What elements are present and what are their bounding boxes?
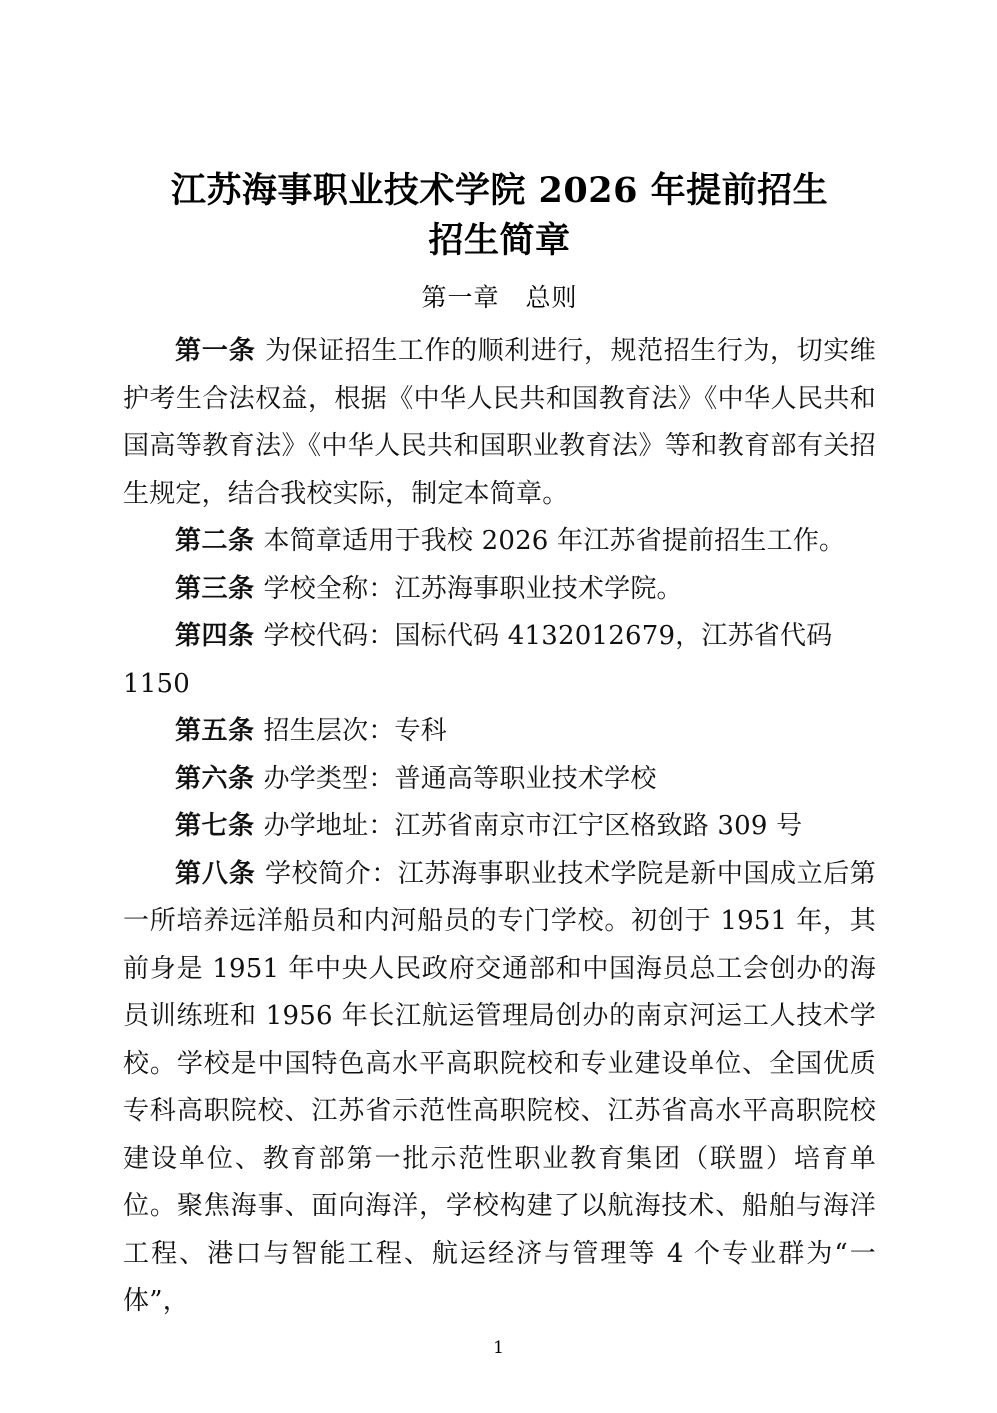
article-2-text: 本简章适用于我校 2026 年江苏省提前招生工作。 (263, 526, 846, 556)
article-2 (123, 518, 876, 566)
article-3-text: 学校全称：江苏海事职业技术学院。 (263, 573, 683, 604)
article-4-label: 第四条 (175, 621, 255, 651)
article-8 (123, 851, 876, 1326)
article-4-text: 学校代码：国标代码 4132012679，江苏省代码 1150 (123, 621, 833, 699)
article-6-text: 办学类型：普通高等职业技术学校 (263, 763, 657, 794)
article-1-text: 为保证招生工作的顺利进行，规范招生行为，切实维护考生合法权益，根据《中华人民共和国教育法》《中华人民共和国高等教育法》《中华人民共和国职业教育法》等和教育部有关招生规定，结合我校实际，制定本简章。 (123, 336, 876, 509)
article-8-text: 学校简介：江苏海事职业技术学院是新中国成立后第一所培养远洋船员和内河船员的专门学校。初创于 1951 年，其前身是 1951 年中央人民政府交通部和中国海员总工会创办的海员训练班和 1956 年长江航运管理局创办的南京河运工人技术学校。学校是中国特色高水平高职院校和专业建设单位、全国优质专科高职院校、江苏省示范性高职院校、江苏省高水平高职院校建设单位、教育部第一批示范性职业教育集团（联盟）培育单位。聚焦海事、面向海洋，学校构建了以航海技术、船舶与海洋工程、港口与智能工程、航运经济与管理等 4 个专业群为“一体”， (123, 858, 876, 1316)
article-5-text: 招生层次：专科 (263, 716, 447, 746)
articles-list (123, 328, 876, 1326)
article-6-label: 第六条 (175, 763, 255, 794)
chapter-heading (123, 266, 876, 318)
article-4 (123, 613, 876, 708)
article-8-label: 第八条 (175, 858, 256, 889)
article-5 (123, 708, 876, 756)
page-title (123, 0, 876, 266)
article-3 (123, 566, 876, 614)
article-5-label: 第五条 (175, 716, 255, 746)
article-7-text: 办学地址：江苏省南京市江宁区格致路 309 号 (263, 811, 803, 841)
page-content (123, 0, 876, 1326)
chapter-number: 第一章 (421, 283, 500, 312)
article-1-label: 第一条 (175, 336, 256, 366)
article-7 (123, 803, 876, 851)
article-7-label: 第七条 (175, 811, 255, 841)
page-title-line-2: 招生简章 (428, 220, 571, 261)
article-3-label: 第三条 (175, 573, 255, 604)
article-2-label: 第二条 (175, 526, 255, 556)
chapter-name: 总则 (525, 283, 578, 312)
page-number: 1 (493, 1338, 504, 1358)
page-title-line-1: 江苏海事职业技术学院 2026 年提前招生 (170, 170, 829, 211)
article-1 (123, 328, 876, 518)
article-6 (123, 756, 876, 804)
